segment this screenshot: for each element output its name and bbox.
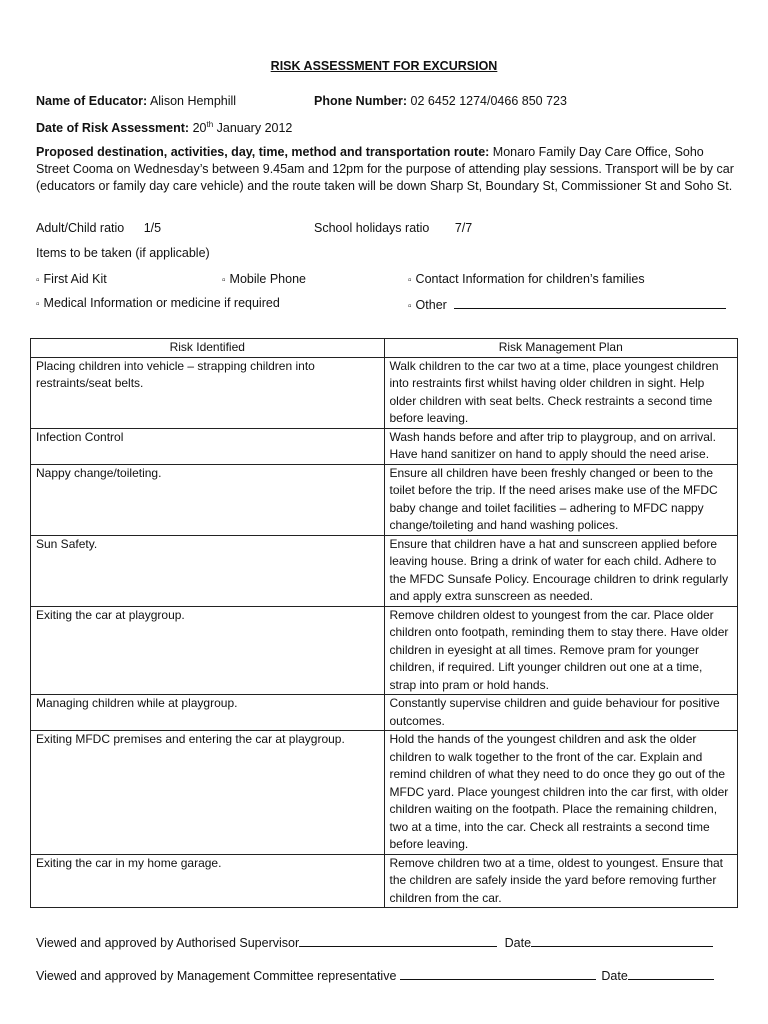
committee-date-blank[interactable] (628, 967, 714, 980)
risk-cell: Placing children into vehicle – strapping children into restraints/seat belts. (31, 357, 385, 428)
risk-cell: Exiting MFDC premises and entering the car at playgroup. (31, 731, 385, 855)
route-label: Proposed destination, activities, day, time, method and transportation route: (36, 145, 490, 159)
item-mobile-label: Mobile Phone (229, 272, 306, 286)
item-medical[interactable] (36, 296, 280, 310)
item-other[interactable] (408, 296, 726, 312)
plan-cell: Wash hands before and after trip to playgroup, and on arrival. Have hand sanitizer on hand to apply should the need arise. (384, 428, 738, 464)
plan-cell: Walk children to the car two at a time, place youngest children into restraints first whilst having older children in sight. Help older children with seat belts. Check restraints a second time before leaving. (384, 357, 738, 428)
risk-cell: Infection Control (31, 428, 385, 464)
risk-cell: Exiting the car at playgroup. (31, 606, 385, 695)
supervisor-date-blank[interactable] (531, 934, 713, 947)
committee-approval-line (36, 967, 714, 983)
table-header-row (31, 339, 738, 358)
plan-cell: Remove children oldest to youngest from the car. Place older children onto footpath, reminding them to stay there. Have older children in eyesight at all times. Remove pram for younger children, if required. Lift younger children out one at a time, strap into pram or hold hands. (384, 606, 738, 695)
route-value: Monaro Family Day Care Office, Soho Street Cooma on Wednesday’s between 9.45am and 12pm for the purpose of attending play sessions. Transport will be by car (educators or family day care vehicle) and the route taken will be down Sharp St, Boundary St, Commissioner St and Soho St. (36, 145, 734, 193)
item-medical-label: Medical Information or medicine if required (43, 296, 280, 310)
supervisor-signature-blank[interactable] (299, 934, 497, 947)
item-first-aid-label: First Aid Kit (43, 272, 107, 286)
document-title: RISK ASSESSMENT FOR EXCURSION (270, 59, 498, 73)
table-row (31, 606, 738, 695)
educator-value: Alison Hemphill (149, 94, 237, 108)
plan-cell: Hold the hands of the youngest children and ask the older children to walk together to the front of the car. Explain and remind children of what they need to do once they go out of the MFDC yard. Place youngest children into the car first, with older children waiting on the footpath. Place the remaining children, two at a time, into the car. Check all restraints a second time before leaving. (384, 731, 738, 855)
risk-cell: Nappy change/toileting. (31, 464, 385, 535)
checkbox-icon[interactable]: ▫ (222, 275, 226, 286)
table-row (31, 731, 738, 855)
supervisor-approval-line (36, 934, 713, 950)
header-risk-identified: Risk Identified (31, 339, 385, 358)
other-blank-line[interactable] (454, 296, 726, 309)
ratio-line (36, 221, 161, 235)
table-row (31, 357, 738, 428)
assessment-date-label: Date of Risk Assessment: (36, 121, 190, 136)
committee-signature-blank[interactable] (400, 967, 596, 980)
table-row (31, 854, 738, 908)
holiday-ratio-value: 7/7 (454, 221, 473, 235)
phone-label: Phone Number: (314, 94, 408, 108)
table-row (31, 695, 738, 731)
checkbox-icon[interactable]: ▫ (408, 275, 412, 286)
ratio-value: 1/5 (143, 221, 162, 235)
table-row (31, 464, 738, 535)
items-heading: Items to be taken (if applicable) (36, 246, 210, 260)
phone-value: 02 6452 1274/0466 850 723 (410, 94, 567, 108)
risk-cell: Exiting the car in my home garage. (31, 854, 385, 908)
header-risk-management-plan: Risk Management Plan (384, 339, 738, 358)
assessment-date-suffix: th (206, 120, 214, 129)
phone-line (314, 94, 567, 108)
checkbox-icon[interactable]: ▫ (36, 275, 40, 286)
plan-cell: Ensure all children have been freshly changed or been to the toilet before the trip. If the need arises make use of the MFDC baby change and toilet facilities – adhering to MFDC nappy change/toileting and hand washing polices. (384, 464, 738, 535)
checkbox-icon[interactable]: ▫ (36, 299, 40, 310)
assessment-date-month: January 2012 (216, 121, 293, 136)
plan-cell: Ensure that children have a hat and sunscreen applied before leaving house. Bring a drink of water for each child. Adhere to the MFDC Sunsafe Policy. Encourage children to drink regularly and apply extra sunscreen as needed. (384, 535, 738, 606)
risk-cell: Managing children while at playgroup. (31, 695, 385, 731)
committee-date-label: Date (601, 969, 628, 983)
assessment-date-day: 20 (192, 121, 207, 136)
table-row (31, 535, 738, 606)
item-first-aid[interactable] (36, 272, 107, 286)
plan-cell: Remove children two at a time, oldest to youngest. Ensure that the children are safely inside the yard before removing further children from the car. (384, 854, 738, 908)
risk-table (30, 338, 738, 908)
assessment-date-line (36, 120, 292, 135)
ratio-label: Adult/Child ratio (36, 221, 125, 235)
checkbox-icon[interactable]: ▫ (408, 301, 412, 312)
educator-line (36, 94, 236, 108)
plan-cell: Constantly supervise children and guide behaviour for positive outcomes. (384, 695, 738, 731)
supervisor-approval-label: Viewed and approved by Authorised Supervisor (36, 936, 300, 950)
item-contact[interactable] (408, 272, 645, 286)
item-other-label: Other (415, 298, 447, 312)
committee-approval-label: Viewed and approved by Management Committee representative (36, 969, 397, 983)
risk-cell: Sun Safety. (31, 535, 385, 606)
educator-label: Name of Educator: (36, 94, 148, 108)
holiday-ratio-label: School holidays ratio (314, 221, 430, 235)
table-row (31, 428, 738, 464)
item-mobile[interactable] (222, 272, 306, 286)
route-paragraph (36, 144, 736, 195)
supervisor-date-label: Date (504, 936, 532, 950)
item-contact-label: Contact Information for children’s families (415, 272, 645, 286)
holiday-ratio-line (314, 221, 472, 235)
